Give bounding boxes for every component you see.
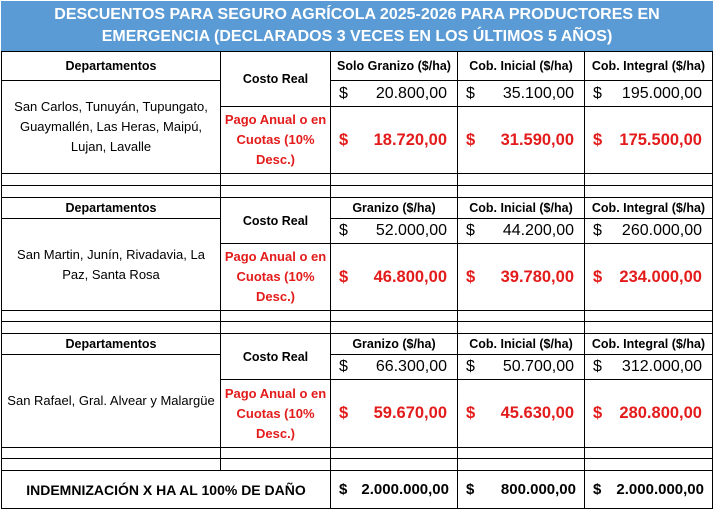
currency-symbol: $ bbox=[593, 222, 602, 239]
costo-inicial bbox=[457, 354, 585, 380]
currency-symbol: $ bbox=[466, 222, 475, 239]
currency-symbol: $ bbox=[466, 404, 476, 422]
costo-real-label: Costo Real bbox=[220, 197, 331, 244]
value: 50.700,00 bbox=[502, 358, 574, 375]
value: 195.000,00 bbox=[621, 84, 702, 102]
value: 66.300,00 bbox=[375, 358, 447, 375]
pago-inicial bbox=[457, 106, 585, 174]
costo-integral bbox=[584, 218, 713, 244]
pago-inicial bbox=[457, 379, 585, 448]
pago-granizo bbox=[330, 106, 458, 174]
value: 35.100,00 bbox=[502, 84, 574, 102]
value: 46.800,00 bbox=[373, 267, 447, 286]
currency-symbol: $ bbox=[339, 267, 349, 286]
col-header-integral: Cob. Integral ($/ha) bbox=[584, 51, 713, 81]
departments-list: San Martin, Junín, Rivadavia, La Paz, Santa Rosa bbox=[1, 218, 221, 311]
value: 18.720,00 bbox=[373, 130, 447, 149]
currency-symbol: $ bbox=[339, 481, 348, 498]
currency-symbol: $ bbox=[466, 481, 475, 498]
currency-symbol: $ bbox=[593, 130, 603, 149]
dept-header: Departamentos bbox=[1, 333, 221, 355]
costo-granizo bbox=[330, 354, 458, 380]
currency-symbol: $ bbox=[466, 84, 475, 102]
costo-granizo bbox=[330, 80, 458, 107]
indemnizacion-integral bbox=[584, 470, 713, 509]
col-header-inicial: Cob. Inicial ($/ha) bbox=[457, 197, 585, 219]
costo-integral bbox=[584, 354, 713, 380]
currency-symbol: $ bbox=[466, 358, 475, 375]
value: 39.780,00 bbox=[500, 267, 574, 286]
col-header-integral: Cob. Integral ($/ha) bbox=[584, 333, 713, 355]
title-line-2: EMERGENCIA (DECLARADOS 3 VECES EN LOS ÚLTIMOS 5 AÑOS) bbox=[101, 28, 613, 45]
col-header-granizo: Granizo ($/ha) bbox=[330, 197, 458, 219]
value: 45.630,00 bbox=[500, 404, 574, 422]
value: 312.000,00 bbox=[621, 358, 702, 375]
indemnizacion-label: INDEMNIZACIÓN X HA AL 100% DE DAÑO bbox=[1, 470, 331, 509]
pago-label: Pago Anual o en Cuotas (10% Desc.) bbox=[220, 243, 331, 311]
col-header-inicial: Cob. Inicial ($/ha) bbox=[457, 333, 585, 355]
costo-real-label: Costo Real bbox=[220, 51, 331, 107]
value: 52.000,00 bbox=[375, 222, 447, 239]
indemnizacion-granizo bbox=[330, 470, 458, 509]
value: 800.000,00 bbox=[500, 481, 576, 498]
title-line-1: DESCUENTOS PARA SEGURO AGRÍCOLA 2025-2026 PARA PRODUCTORES EN bbox=[54, 6, 660, 23]
currency-symbol: $ bbox=[593, 267, 603, 286]
currency-symbol: $ bbox=[339, 84, 348, 102]
value: 2.000.000,00 bbox=[361, 481, 449, 498]
pago-integral bbox=[584, 106, 713, 174]
col-header-integral: Cob. Integral ($/ha) bbox=[584, 197, 713, 219]
pago-granizo bbox=[330, 243, 458, 311]
value: 31.590,00 bbox=[500, 130, 574, 149]
dept-header: Departamentos bbox=[1, 51, 221, 81]
currency-symbol: $ bbox=[593, 404, 603, 422]
currency-symbol: $ bbox=[339, 404, 349, 422]
currency-symbol: $ bbox=[466, 267, 476, 286]
value: 260.000,00 bbox=[621, 222, 702, 239]
currency-symbol: $ bbox=[339, 222, 348, 239]
costo-inicial bbox=[457, 80, 585, 107]
departments-list: San Rafael, Gral. Alvear y Malargüe bbox=[1, 354, 221, 448]
currency-symbol: $ bbox=[466, 130, 476, 149]
indemnizacion-inicial bbox=[457, 470, 585, 509]
col-header-granizo: Solo Granizo ($/ha) bbox=[330, 51, 458, 81]
pago-integral bbox=[584, 379, 713, 448]
page-title bbox=[1, 1, 713, 51]
currency-symbol: $ bbox=[339, 130, 349, 149]
departments-list: San Carlos, Tunuyán, Tupungato, Guaymallén, Las Heras, Maipú, Lujan, Lavalle bbox=[1, 80, 221, 174]
pago-integral bbox=[584, 243, 713, 311]
value: 20.800,00 bbox=[375, 84, 447, 102]
costo-real-label: Costo Real bbox=[220, 333, 331, 380]
dept-header: Departamentos bbox=[1, 197, 221, 219]
costo-inicial bbox=[457, 218, 585, 244]
currency-symbol: $ bbox=[593, 84, 602, 102]
costo-integral bbox=[584, 80, 713, 107]
currency-symbol: $ bbox=[339, 358, 348, 375]
currency-symbol: $ bbox=[593, 481, 602, 498]
currency-symbol: $ bbox=[593, 358, 602, 375]
pago-label: Pago Anual o en Cuotas (10% Desc.) bbox=[220, 106, 331, 174]
value: 59.670,00 bbox=[373, 404, 447, 422]
value: 2.000.000,00 bbox=[616, 481, 704, 498]
value: 175.500,00 bbox=[619, 130, 702, 149]
pago-granizo bbox=[330, 379, 458, 448]
value: 234.000,00 bbox=[619, 267, 702, 286]
costo-granizo bbox=[330, 218, 458, 244]
col-header-inicial: Cob. Inicial ($/ha) bbox=[457, 51, 585, 81]
pago-inicial bbox=[457, 243, 585, 311]
value: 280.800,00 bbox=[619, 404, 702, 422]
value: 44.200,00 bbox=[502, 222, 574, 239]
pago-label: Pago Anual o en Cuotas (10% Desc.) bbox=[220, 379, 331, 448]
col-header-granizo: Granizo ($/ha) bbox=[330, 333, 458, 355]
